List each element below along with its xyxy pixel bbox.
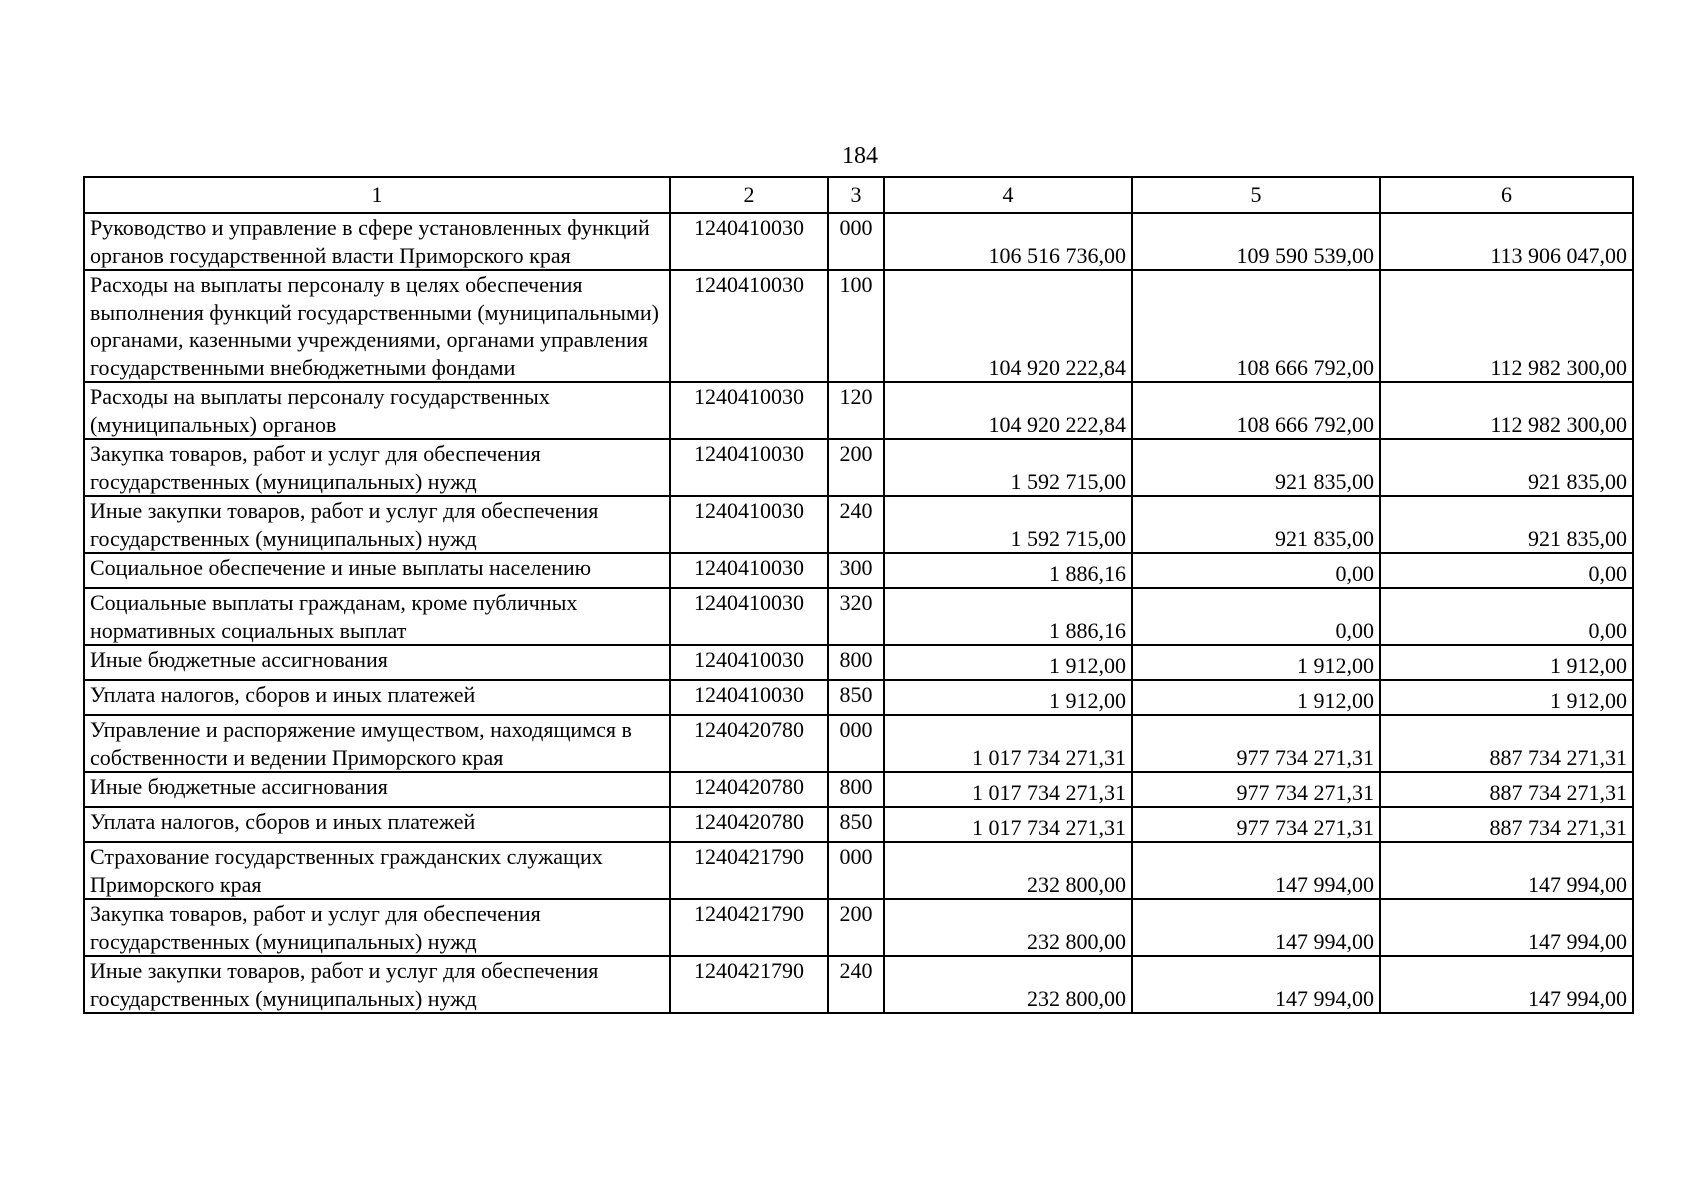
row-value-col4: 1 592 715,00 xyxy=(884,496,1132,553)
row-value-col4: 104 920 222,84 xyxy=(884,270,1132,382)
table-row xyxy=(84,588,1633,645)
row-type-cell: 000 xyxy=(828,213,884,270)
row-type-cell: 240 xyxy=(828,496,884,553)
row-value-col5: 147 994,00 xyxy=(1132,842,1380,899)
column-header: 1 xyxy=(84,177,670,213)
column-header: 3 xyxy=(828,177,884,213)
row-value-col5: 1 912,00 xyxy=(1132,680,1380,715)
row-name-cell: Управление и распоряжение имуществом, находящимся в собственности и ведении Приморского края xyxy=(84,715,670,772)
row-code-cell: 1240420780 xyxy=(670,772,828,807)
column-header: 5 xyxy=(1132,177,1380,213)
row-name-cell: Уплата налогов, сборов и иных платежей xyxy=(84,807,670,842)
row-value-col5: 0,00 xyxy=(1132,553,1380,588)
row-value-col4: 1 017 734 271,31 xyxy=(884,772,1132,807)
column-header: 2 xyxy=(670,177,828,213)
row-value-col4: 1 886,16 xyxy=(884,553,1132,588)
row-code-cell: 1240410030 xyxy=(670,382,828,439)
row-code-cell: 1240410030 xyxy=(670,645,828,680)
row-code-cell: 1240410030 xyxy=(670,213,828,270)
row-name-cell: Иные закупки товаров, работ и услуг для обеспечения государственных (муниципальных) нужд xyxy=(84,956,670,1013)
row-type-cell: 300 xyxy=(828,553,884,588)
table-header-row xyxy=(84,177,1633,213)
row-code-cell: 1240421790 xyxy=(670,842,828,899)
row-type-cell: 800 xyxy=(828,772,884,807)
table-row xyxy=(84,956,1633,1013)
row-value-col4: 232 800,00 xyxy=(884,899,1132,956)
row-value-col6: 0,00 xyxy=(1380,588,1633,645)
row-type-cell: 800 xyxy=(828,645,884,680)
row-code-cell: 1240421790 xyxy=(670,956,828,1013)
table-row xyxy=(84,645,1633,680)
table-row xyxy=(84,439,1633,496)
page-number: 184 xyxy=(842,143,878,169)
table-row xyxy=(84,213,1633,270)
row-value-col4: 1 017 734 271,31 xyxy=(884,715,1132,772)
row-value-col5: 109 590 539,00 xyxy=(1132,213,1380,270)
row-value-col6: 887 734 271,31 xyxy=(1380,715,1633,772)
row-value-col6: 113 906 047,00 xyxy=(1380,213,1633,270)
table-row xyxy=(84,807,1633,842)
row-value-col4: 232 800,00 xyxy=(884,956,1132,1013)
row-value-col6: 147 994,00 xyxy=(1380,842,1633,899)
row-value-col5: 0,00 xyxy=(1132,588,1380,645)
row-value-col6: 147 994,00 xyxy=(1380,956,1633,1013)
row-value-col4: 106 516 736,00 xyxy=(884,213,1132,270)
row-name-cell: Иные закупки товаров, работ и услуг для обеспечения государственных (муниципальных) нужд xyxy=(84,496,670,553)
row-value-col5: 977 734 271,31 xyxy=(1132,772,1380,807)
row-type-cell: 850 xyxy=(828,807,884,842)
row-name-cell: Иные бюджетные ассигнования xyxy=(84,772,670,807)
column-header: 6 xyxy=(1380,177,1633,213)
row-value-col5: 147 994,00 xyxy=(1132,956,1380,1013)
row-name-cell: Расходы на выплаты персоналу государственных (муниципальных) органов xyxy=(84,382,670,439)
row-code-cell: 1240410030 xyxy=(670,680,828,715)
row-type-cell: 000 xyxy=(828,715,884,772)
row-value-col5: 977 734 271,31 xyxy=(1132,807,1380,842)
row-value-col4: 1 912,00 xyxy=(884,680,1132,715)
row-code-cell: 1240410030 xyxy=(670,496,828,553)
table-row xyxy=(84,382,1633,439)
table-row xyxy=(84,680,1633,715)
table-row xyxy=(84,270,1633,382)
row-value-col6: 887 734 271,31 xyxy=(1380,807,1633,842)
row-type-cell: 320 xyxy=(828,588,884,645)
row-value-col4: 1 886,16 xyxy=(884,588,1132,645)
row-code-cell: 1240420780 xyxy=(670,715,828,772)
row-name-cell: Уплата налогов, сборов и иных платежей xyxy=(84,680,670,715)
row-value-col4: 104 920 222,84 xyxy=(884,382,1132,439)
table-row xyxy=(84,715,1633,772)
row-value-col4: 232 800,00 xyxy=(884,842,1132,899)
table-row xyxy=(84,842,1633,899)
row-name-cell: Страхование государственных гражданских служащих Приморского края xyxy=(84,842,670,899)
row-value-col6: 887 734 271,31 xyxy=(1380,772,1633,807)
row-name-cell: Закупка товаров, работ и услуг для обеспечения государственных (муниципальных) нужд xyxy=(84,899,670,956)
row-code-cell: 1240410030 xyxy=(670,553,828,588)
row-value-col6: 112 982 300,00 xyxy=(1380,382,1633,439)
row-type-cell: 200 xyxy=(828,899,884,956)
row-code-cell: 1240410030 xyxy=(670,439,828,496)
row-value-col5: 921 835,00 xyxy=(1132,439,1380,496)
row-value-col4: 1 017 734 271,31 xyxy=(884,807,1132,842)
table-row xyxy=(84,899,1633,956)
row-name-cell: Социальные выплаты гражданам, кроме публичных нормативных социальных выплат xyxy=(84,588,670,645)
row-value-col5: 977 734 271,31 xyxy=(1132,715,1380,772)
row-value-col5: 147 994,00 xyxy=(1132,899,1380,956)
row-value-col6: 112 982 300,00 xyxy=(1380,270,1633,382)
row-code-cell: 1240420780 xyxy=(670,807,828,842)
row-value-col5: 921 835,00 xyxy=(1132,496,1380,553)
row-type-cell: 850 xyxy=(828,680,884,715)
row-value-col5: 108 666 792,00 xyxy=(1132,270,1380,382)
row-type-cell: 100 xyxy=(828,270,884,382)
row-code-cell: 1240421790 xyxy=(670,899,828,956)
row-value-col6: 921 835,00 xyxy=(1380,496,1633,553)
row-value-col4: 1 592 715,00 xyxy=(884,439,1132,496)
column-header: 4 xyxy=(884,177,1132,213)
row-code-cell: 1240410030 xyxy=(670,588,828,645)
row-value-col5: 1 912,00 xyxy=(1132,645,1380,680)
table-row xyxy=(84,553,1633,588)
row-name-cell: Социальное обеспечение и иные выплаты населению xyxy=(84,553,670,588)
row-type-cell: 000 xyxy=(828,842,884,899)
row-type-cell: 240 xyxy=(828,956,884,1013)
row-value-col6: 0,00 xyxy=(1380,553,1633,588)
row-name-cell: Закупка товаров, работ и услуг для обеспечения государственных (муниципальных) нужд xyxy=(84,439,670,496)
row-name-cell: Расходы на выплаты персоналу в целях обеспечения выполнения функций государственными (муниципальными) органами, казенными учреждениями, органами управления государственными внебюджетными фондами xyxy=(84,270,670,382)
row-value-col6: 1 912,00 xyxy=(1380,645,1633,680)
budget-table xyxy=(83,176,1634,1014)
row-name-cell: Руководство и управление в сфере установленных функций органов государственной власти Приморского края xyxy=(84,213,670,270)
row-code-cell: 1240410030 xyxy=(670,270,828,382)
table-row xyxy=(84,496,1633,553)
table-row xyxy=(84,772,1633,807)
row-name-cell: Иные бюджетные ассигнования xyxy=(84,645,670,680)
row-type-cell: 120 xyxy=(828,382,884,439)
row-value-col4: 1 912,00 xyxy=(884,645,1132,680)
row-value-col6: 921 835,00 xyxy=(1380,439,1633,496)
row-value-col5: 108 666 792,00 xyxy=(1132,382,1380,439)
row-value-col6: 1 912,00 xyxy=(1380,680,1633,715)
row-type-cell: 200 xyxy=(828,439,884,496)
row-value-col6: 147 994,00 xyxy=(1380,899,1633,956)
